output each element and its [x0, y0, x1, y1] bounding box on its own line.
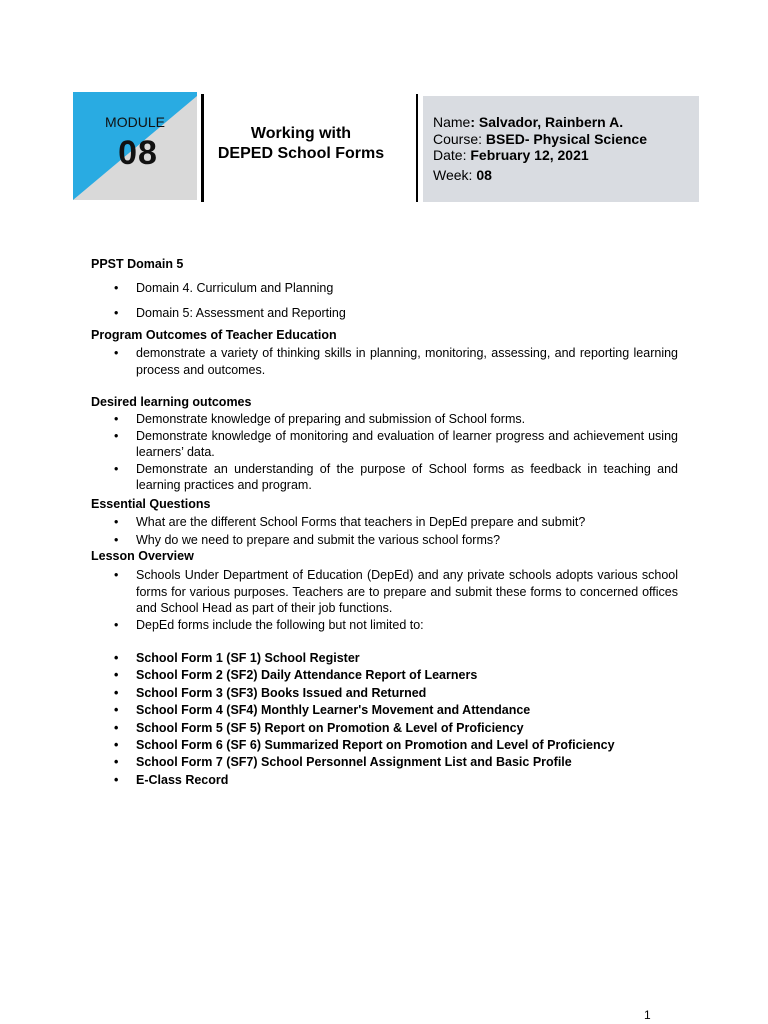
essential-questions-heading: Essential Questions — [91, 497, 211, 511]
module-number: 08 — [118, 134, 158, 172]
school-forms-list — [114, 650, 678, 789]
school-form-item: • School Form 3 (SF3) Books Issued and Returned — [114, 685, 678, 702]
info-week-label: Week: — [433, 167, 477, 183]
lesson-overview-list — [114, 567, 678, 633]
school-form-item: • School Form 5 (SF 5) Report on Promotion & Level of Proficiency — [114, 720, 678, 737]
module-badge — [73, 92, 197, 200]
ppst-heading: PPST Domain 5 — [91, 257, 184, 271]
list-item: • Demonstrate an understanding of the purpose of School forms as feedback in teaching and learning practices and program. — [114, 461, 678, 494]
school-form-item: • E-Class Record — [114, 772, 678, 789]
list-item: • What are the different School Forms that teachers in DepEd prepare and submit? — [114, 514, 678, 531]
school-form-item: • School Form 4 (SF4) Monthly Learner's Movement and Attendance — [114, 702, 678, 719]
list-item: • demonstrate a variety of thinking skills in planning, monitoring, assessing, and reporting learning process and outcomes. — [114, 345, 678, 378]
module-label: MODULE — [105, 114, 165, 130]
module-title-line1: Working with — [250, 125, 352, 142]
info-week — [433, 167, 492, 184]
info-name — [433, 114, 623, 131]
ppst-list — [114, 280, 678, 321]
school-form-item: • School Form 6 (SF 6) Summarized Report on Promotion and Level of Proficiency — [114, 737, 678, 754]
module-title-line2: DEPED School Forms — [217, 145, 385, 162]
list-item: • Domain 4. Curriculum and Planning — [114, 280, 678, 297]
module-title — [203, 124, 399, 164]
school-form-item: • School Form 7 (SF7) School Personnel Assignment List and Basic Profile — [114, 754, 678, 771]
info-name-label: Name — [433, 114, 471, 130]
info-name-value: : Salvador, Rainbern A. — [470, 114, 624, 130]
list-item: • Domain 5: Assessment and Reporting — [114, 305, 678, 322]
lesson-overview-heading: Lesson Overview — [91, 549, 194, 563]
info-course-value: BSED- Physical Science — [485, 131, 647, 147]
info-date — [433, 147, 589, 164]
info-week-value: 08 — [476, 167, 492, 183]
list-item: • DepEd forms include the following but not limited to: — [114, 617, 678, 634]
page-number: 1 — [644, 1008, 651, 1022]
essential-questions-list — [114, 514, 678, 548]
header-divider-right — [416, 94, 418, 202]
school-form-item: • School Form 2 (SF2) Daily Attendance Report of Learners — [114, 667, 678, 684]
info-course — [433, 131, 647, 148]
list-item: • Demonstrate knowledge of preparing and submission of School forms. — [114, 411, 678, 428]
info-date-value: February 12, 2021 — [470, 147, 589, 163]
student-info-box — [423, 96, 699, 202]
program-outcomes-heading: Program Outcomes of Teacher Education — [91, 328, 337, 342]
list-item: • Schools Under Department of Education (DepEd) and any private schools adopts various school forms for various purposes. Teachers are to prepare and submit these forms to concerned offices and School Head as part of their job functions. — [114, 567, 678, 617]
list-item: • Why do we need to prepare and submit the various school forms? — [114, 532, 678, 549]
program-outcomes-list — [114, 345, 678, 378]
list-item: • Demonstrate knowledge of monitoring and evaluation of learner progress and achievement using learners’ data. — [114, 428, 678, 461]
info-course-label: Course: — [433, 131, 486, 147]
info-date-label: Date: — [433, 147, 471, 163]
desired-outcomes-heading: Desired learning outcomes — [91, 395, 252, 409]
school-form-item: • School Form 1 (SF 1) School Register — [114, 650, 678, 667]
desired-outcomes-list — [114, 411, 678, 494]
